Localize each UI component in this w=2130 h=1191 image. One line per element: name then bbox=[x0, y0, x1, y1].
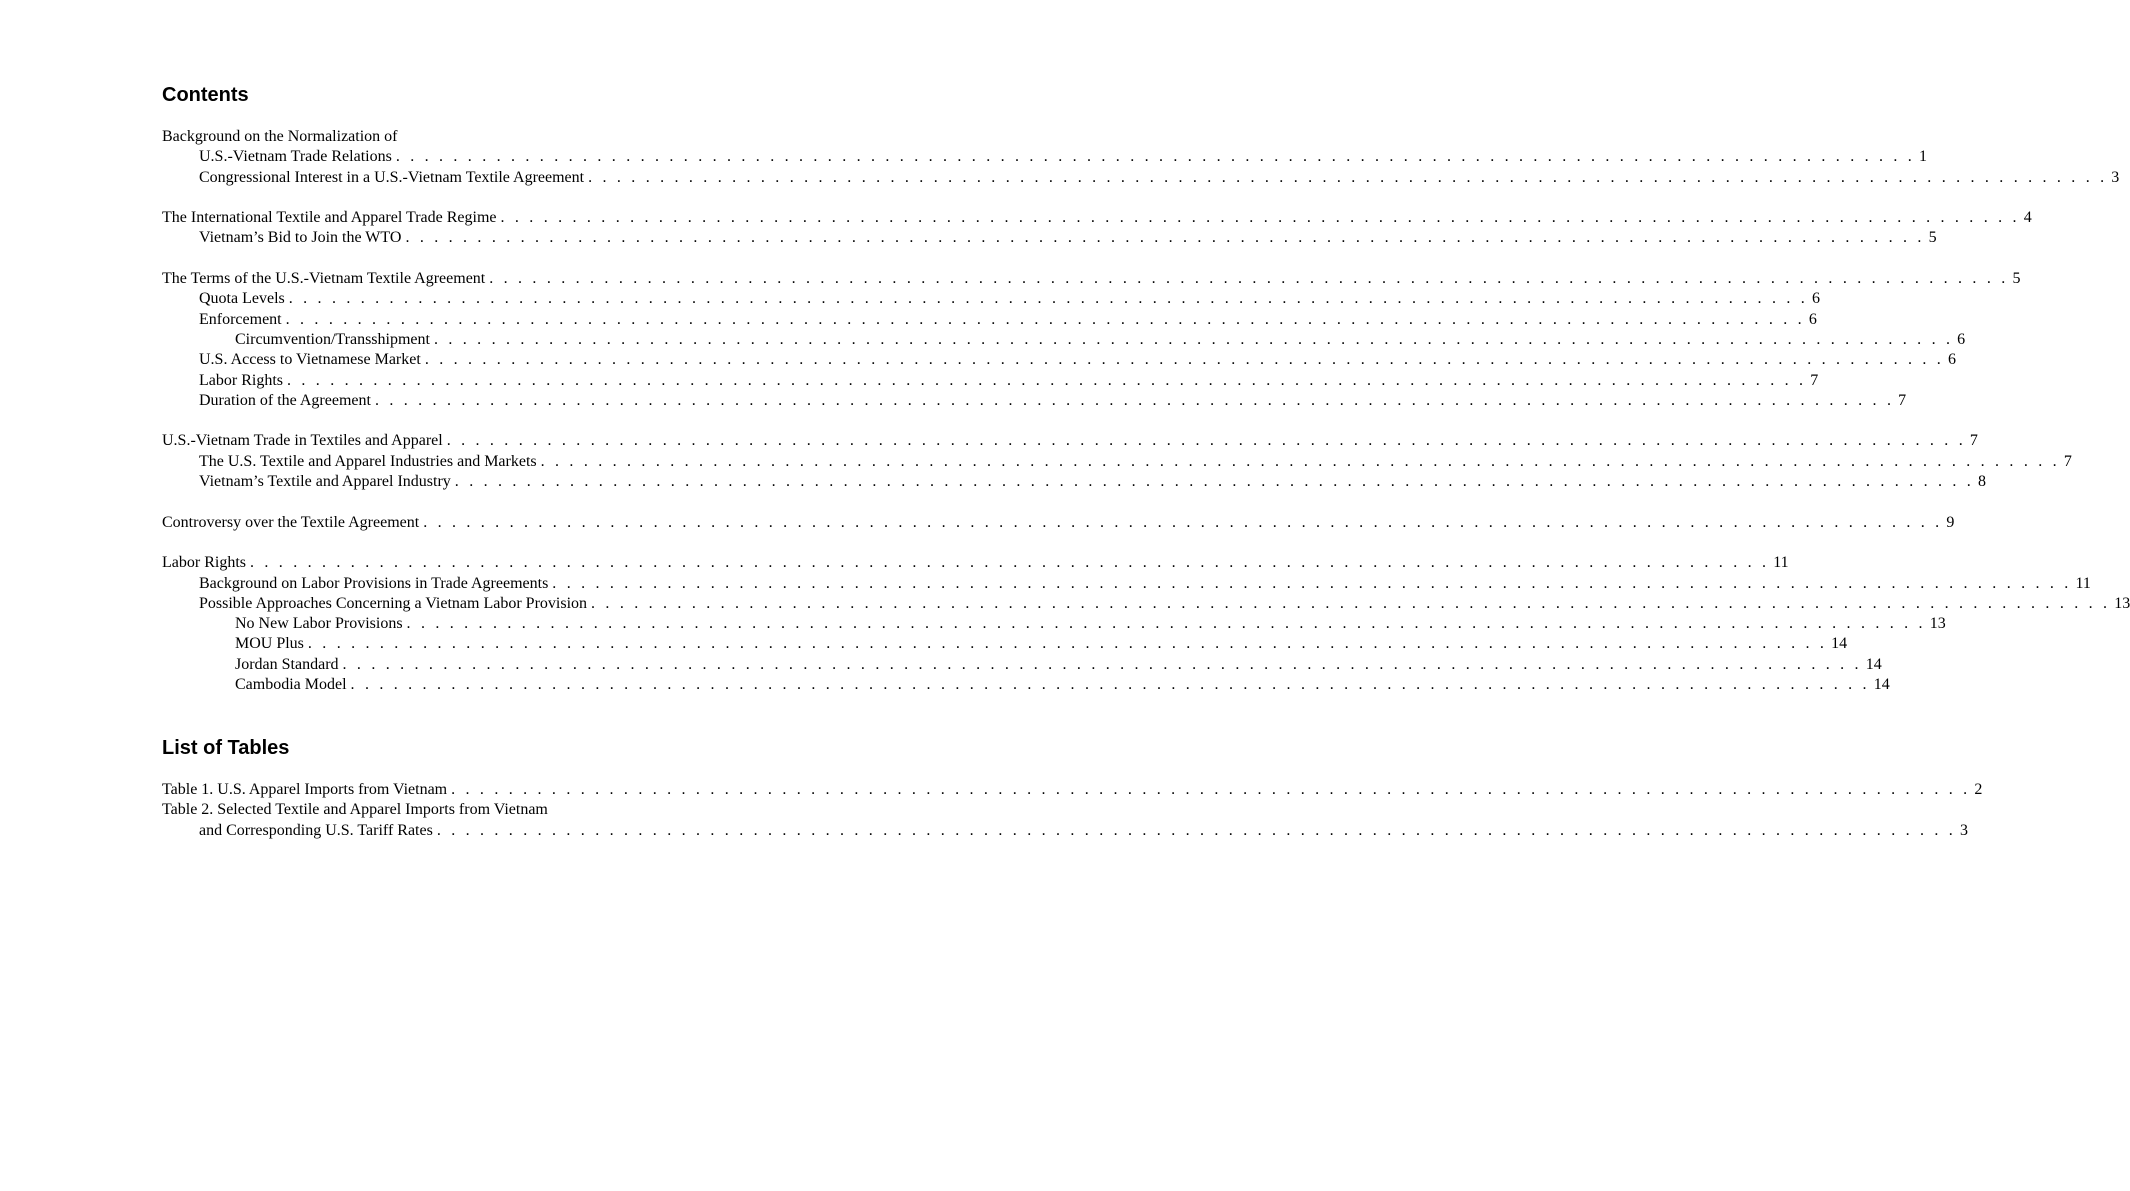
dot-leader: . . . . . . . . . . . . . . . . . . . . . . . . . . . . . . . . . . . . . . . . . . . . . . . . . . . . . . . . . . . . . . . . . . . . . . . . . . . . . . . . . . . . . . . . . . . . . . . . . . . . . . . . . . bbox=[307, 635, 1828, 653]
dot-leader: . . . . . . . . . . . . . . . . . . . . . . . . . . . . . . . . . . . . . . . . . . . . . . . . . . . . . . . . . . . . . . . . . . . . . . . . . . . . . . . . . . . . . . . . . . . . . . . . . . . . . . . . . . bbox=[406, 615, 1926, 633]
toc-entry-title: Background on Labor Provisions in Trade Agreements bbox=[199, 574, 549, 592]
dot-leader: . . . . . . . . . . . . . . . . . . . . . . . . . . . . . . . . . . . . . . . . . . . . . . . . . . . . . . . . . . . . . . . . . . . . . . . . . . . . . . . . . . . . . . . . . . . . . . . . . . . . . . . . . . bbox=[405, 229, 1925, 247]
contents-list bbox=[162, 127, 2130, 695]
toc-group bbox=[162, 553, 2130, 695]
toc-entry[interactable] bbox=[162, 452, 2072, 472]
toc-entry-page: 7 bbox=[1898, 391, 1907, 409]
toc-entry-page: 11 bbox=[1773, 554, 1789, 572]
toc-entry[interactable] bbox=[162, 269, 2021, 289]
dot-leader: . . . . . . . . . . . . . . . . . . . . . . . . . . . . . . . . . . . . . . . . . . . . . . . . . . . . . . . . . . . . . . . . . . . . . . . . . . . . . . . . . . . . . . . . . . . . . . . . . . . . . . . . . . bbox=[446, 432, 1966, 450]
toc-entry[interactable] bbox=[162, 168, 2120, 188]
dot-leader: . . . . . . . . . . . . . . . . . . . . . . . . . . . . . . . . . . . . . . . . . . . . . . . . . . . . . . . . . . . . . . . . . . . . . . . . . . . . . . . . . . . . . . . . . . . . . . . . . . . . . . . . . . bbox=[540, 452, 2060, 470]
toc-entry[interactable] bbox=[162, 350, 1957, 370]
table-entry-page: 3 bbox=[1960, 821, 1969, 839]
toc-entry-title: Cambodia Model bbox=[235, 676, 347, 694]
toc-entry-page: 14 bbox=[1831, 635, 1848, 653]
toc-group bbox=[162, 431, 2072, 492]
toc-entry[interactable] bbox=[162, 431, 1978, 451]
dot-leader: . . . . . . . . . . . . . . . . . . . . . . . . . . . . . . . . . . . . . . . . . . . . . . . . . . . . . . . . . . . . . . . . . . . . . . . . . . . . . . . . . . . . . . . . . . . . . . . . . . . . . . . . . . bbox=[423, 513, 1943, 531]
toc-entry[interactable] bbox=[162, 147, 1928, 167]
toc-entry-page: 13 bbox=[2114, 594, 2130, 612]
toc-entry-title: Vietnam’s Textile and Apparel Industry bbox=[199, 473, 451, 491]
toc-entry[interactable] bbox=[162, 310, 1817, 330]
dot-leader: . . . . . . . . . . . . . . . . . . . . . . . . . . . . . . . . . . . . . . . . . . . . . . . . . . . . . . . . . . . . . . . . . . . . . . . . . . . . . . . . . . . . . . . . . . . . . . . . . . . . . . . . . . bbox=[591, 594, 2111, 612]
toc-entry-page: 6 bbox=[1957, 330, 1966, 348]
toc-entry-title: Background on the Normalization of bbox=[162, 128, 398, 145]
toc-entry[interactable] bbox=[162, 634, 1848, 654]
dot-leader: . . . . . . . . . . . . . . . . . . . . . . . . . . . . . . . . . . . . . . . . . . . . . . . . . . . . . . . . . . . . . . . . . . . . . . . . . . . . . . . . . . . . . . . . . . . . . . . . . . . . . . . . . . bbox=[552, 574, 2072, 592]
toc-entry-page: 5 bbox=[1928, 229, 1937, 247]
toc-entry-title: U.S.-Vietnam Trade in Textiles and Apparel bbox=[162, 432, 443, 450]
dot-leader: . . . . . . . . . . . . . . . . . . . . . . . . . . . . . . . . . . . . . . . . . . . . . . . . . . . . . . . . . . . . . . . . . . . . . . . . . . . . . . . . . . . . . . . . . . . . . . . . . . . . . . . . . . bbox=[500, 209, 2020, 227]
dot-leader: . . . . . . . . . . . . . . . . . . . . . . . . . . . . . . . . . . . . . . . . . . . . . . . . . . . . . . . . . . . . . . . . . . . . . . . . . . . . . . . . . . . . . . . . . . . . . . . . . . . . . . . . . . bbox=[350, 676, 1870, 694]
dot-leader: . . . . . . . . . . . . . . . . . . . . . . . . . . . . . . . . . . . . . . . . . . . . . . . . . . . . . . . . . . . . . . . . . . . . . . . . . . . . . . . . . . . . . . . . . . . . . . . . . . . . . . . . . . bbox=[489, 270, 2009, 288]
toc-entry-title: No New Labor Provisions bbox=[235, 615, 403, 633]
toc-entry-page: 5 bbox=[2012, 270, 2021, 288]
table-entry-title: and Corresponding U.S. Tariff Rates bbox=[199, 821, 433, 839]
toc-group bbox=[162, 208, 2032, 249]
toc-entry[interactable] bbox=[162, 574, 2091, 594]
toc-entry[interactable] bbox=[162, 228, 1937, 248]
toc-entry-title: Controversy over the Textile Agreement bbox=[162, 513, 420, 531]
list-of-tables bbox=[162, 780, 1983, 841]
toc-entry-title: Vietnam’s Bid to Join the WTO bbox=[199, 229, 402, 247]
toc-entry[interactable] bbox=[162, 330, 1966, 350]
toc-entry-title: Possible Approaches Concerning a Vietnam Labor Provision bbox=[199, 594, 588, 612]
toc-entry-title: Circumvention/Transshipment bbox=[235, 330, 430, 348]
toc-entry[interactable] bbox=[162, 675, 1890, 695]
toc-entry-page: 1 bbox=[1919, 148, 1928, 166]
toc-entry[interactable] bbox=[162, 289, 1820, 309]
dot-leader: . . . . . . . . . . . . . . . . . . . . . . . . . . . . . . . . . . . . . . . . . . . . . . . . . . . . . . . . . . . . . . . . . . . . . . . . . . . . . . . . . . . . . . . . . . . . . . . . . . . . . . . . . . bbox=[285, 310, 1805, 328]
dot-leader: . . . . . . . . . . . . . . . . . . . . . . . . . . . . . . . . . . . . . . . . . . . . . . . . . . . . . . . . . . . . . . . . . . . . . . . . . . . . . . . . . . . . . . . . . . . . . . . . . . . . . . . . . . bbox=[287, 371, 1807, 389]
toc-entry-title: The U.S. Textile and Apparel Industries and Markets bbox=[199, 452, 537, 470]
toc-entry-page: 4 bbox=[2023, 209, 2032, 227]
dot-leader: . . . . . . . . . . . . . . . . . . . . . . . . . . . . . . . . . . . . . . . . . . . . . . . . . . . . . . . . . . . . . . . . . . . . . . . . . . . . . . . . . . . . . . . . . . . . . . . . . . . . . . . . . . bbox=[433, 330, 1954, 348]
table-entry-page: 2 bbox=[1974, 781, 1983, 798]
dot-leader: . . . . . . . . . . . . . . . . . . . . . . . . . . . . . . . . . . . . . . . . . . . . . . . . . . . . . . . . . . . . . . . . . . . . . . . . . . . . . . . . . . . . . . . . . . . . . . . . . . . . . . . . . . bbox=[424, 351, 1945, 369]
toc-entry-title: The Terms of the U.S.-Vietnam Textile Agreement bbox=[162, 270, 486, 288]
toc-entry-page: 13 bbox=[1929, 615, 1946, 633]
toc-entry-page: 6 bbox=[1811, 290, 1820, 308]
toc-entry[interactable] bbox=[162, 127, 758, 147]
toc-entry-title: U.S. Access to Vietnamese Market bbox=[199, 351, 421, 369]
dot-leader: . . . . . . . . . . . . . . . . . . . . . . . . . . . . . . . . . . . . . . . . . . . . . . . . . . . . . . . . . . . . . . . . . . . . . . . . . . . . . . . . . . . . . . . . . . . . . . . . . . . . . . . . . . bbox=[342, 655, 1862, 673]
toc-entry-page: 8 bbox=[1978, 473, 1986, 491]
toc-entry-page: 14 bbox=[1873, 676, 1890, 694]
toc-entry-title: Labor Rights bbox=[162, 554, 246, 572]
table-entry[interactable] bbox=[162, 800, 758, 820]
toc-entry-title: Labor Rights bbox=[199, 371, 283, 389]
toc-entry-title: Quota Levels bbox=[199, 290, 285, 308]
toc-entry-page: 7 bbox=[1810, 371, 1819, 389]
dot-leader: . . . . . . . . . . . . . . . . . . . . . . . . . . . . . . . . . . . . . . . . . . . . . . . . . . . . . . . . . . . . . . . . . . . . . . . . . . . . . . . . . . . . . . . . . . . . . . . . . . . . . . . . . . bbox=[451, 781, 1971, 798]
dot-leader: . . . . . . . . . . . . . . . . . . . . . . . . . . . . . . . . . . . . . . . . . . . . . . . . . . . . . . . . . . . . . . . . . . . . . . . . . . . . . . . . . . . . . . . . . . . . . . . . . . . . . . . . . . bbox=[250, 554, 1770, 572]
dot-leader: . . . . . . . . . . . . . . . . . . . . . . . . . . . . . . . . . . . . . . . . . . . . . . . . . . . . . . . . . . . . . . . . . . . . . . . . . . . . . . . . . . . . . . . . . . . . . . . . . . . . . . . . . . bbox=[436, 821, 1957, 839]
contents-heading: Contents bbox=[162, 84, 249, 106]
toc-entry[interactable] bbox=[162, 208, 2032, 228]
toc-entry-page: 14 bbox=[1865, 655, 1882, 673]
toc-entry[interactable] bbox=[162, 614, 1946, 634]
toc-entry-page: 6 bbox=[1808, 310, 1817, 328]
toc-entry-title: MOU Plus bbox=[235, 635, 304, 653]
toc-group bbox=[162, 269, 2021, 411]
toc-group bbox=[162, 513, 1955, 533]
toc-entry-page: 3 bbox=[2111, 168, 2120, 186]
toc-entry-page: 11 bbox=[2075, 574, 2091, 592]
toc-entry-title: Duration of the Agreement bbox=[199, 391, 371, 409]
toc-entry-page: 9 bbox=[1946, 513, 1955, 531]
dot-leader: . . . . . . . . . . . . . . . . . . . . . . . . . . . . . . . . . . . . . . . . . . . . . . . . . . . . . . . . . . . . . . . . . . . . . . . . . . . . . . . . . . . . . . . . . . . . . . . . . . . . . . . . . . bbox=[395, 148, 1916, 166]
toc-entry[interactable] bbox=[162, 391, 1907, 411]
toc-entry-page: 7 bbox=[1969, 432, 1978, 450]
toc-entry-title: Jordan Standard bbox=[235, 655, 339, 673]
table-entry[interactable] bbox=[162, 780, 1983, 800]
dot-leader: . . . . . . . . . . . . . . . . . . . . . . . . . . . . . . . . . . . . . . . . . . . . . . . . . . . . . . . . . . . . . . . . . . . . . . . . . . . . . . . . . . . . . . . . . . . . . . . . . . . . . . . . . . bbox=[374, 391, 1895, 409]
toc-entry[interactable] bbox=[162, 371, 1819, 391]
list-of-tables-heading: List of Tables bbox=[162, 737, 290, 759]
toc-entry-title: U.S.-Vietnam Trade Relations bbox=[199, 148, 392, 166]
toc-group bbox=[162, 127, 2120, 188]
table-entry[interactable] bbox=[162, 821, 1969, 841]
toc-entry[interactable] bbox=[162, 655, 1882, 675]
toc-entry-title: The International Textile and Apparel Trade Regime bbox=[162, 209, 497, 227]
table-entry-title: Table 2. Selected Textile and Apparel Imports from Vietnam bbox=[162, 801, 548, 819]
toc-entry-page: 7 bbox=[2063, 452, 2072, 470]
dot-leader: . . . . . . . . . . . . . . . . . . . . . . . . . . . . . . . . . . . . . . . . . . . . . . . . . . . . . . . . . . . . . . . . . . . . . . . . . . . . . . . . . . . . . . . . . . . . . . . . . . . . . . . . . . bbox=[288, 290, 1808, 308]
dot-leader: . . . . . . . . . . . . . . . . . . . . . . . . . . . . . . . . . . . . . . . . . . . . . . . . . . . . . . . . . . . . . . . . . . . . . . . . . . . . . . . . . . . . . . . . . . . . . . . . . . . . . . . . . . bbox=[588, 168, 2108, 186]
toc-entry-page: 6 bbox=[1948, 351, 1957, 369]
dot-leader: . . . . . . . . . . . . . . . . . . . . . . . . . . . . . . . . . . . . . . . . . . . . . . . . . . . . . . . . . . . . . . . . . . . . . . . . . . . . . . . . . . . . . . . . . . . . . . . . . . . . . . . . . . bbox=[454, 473, 1974, 491]
toc-entry[interactable] bbox=[162, 594, 2130, 614]
toc-entry-title: Enforcement bbox=[199, 310, 282, 328]
toc-entry[interactable] bbox=[162, 472, 1986, 492]
table-entry-title: Table 1. U.S. Apparel Imports from Vietnam bbox=[162, 781, 448, 798]
toc-entry[interactable] bbox=[162, 513, 1955, 533]
toc-entry[interactable] bbox=[162, 553, 1789, 573]
toc-entry-title: Congressional Interest in a U.S.-Vietnam Textile Agreement bbox=[199, 168, 585, 186]
